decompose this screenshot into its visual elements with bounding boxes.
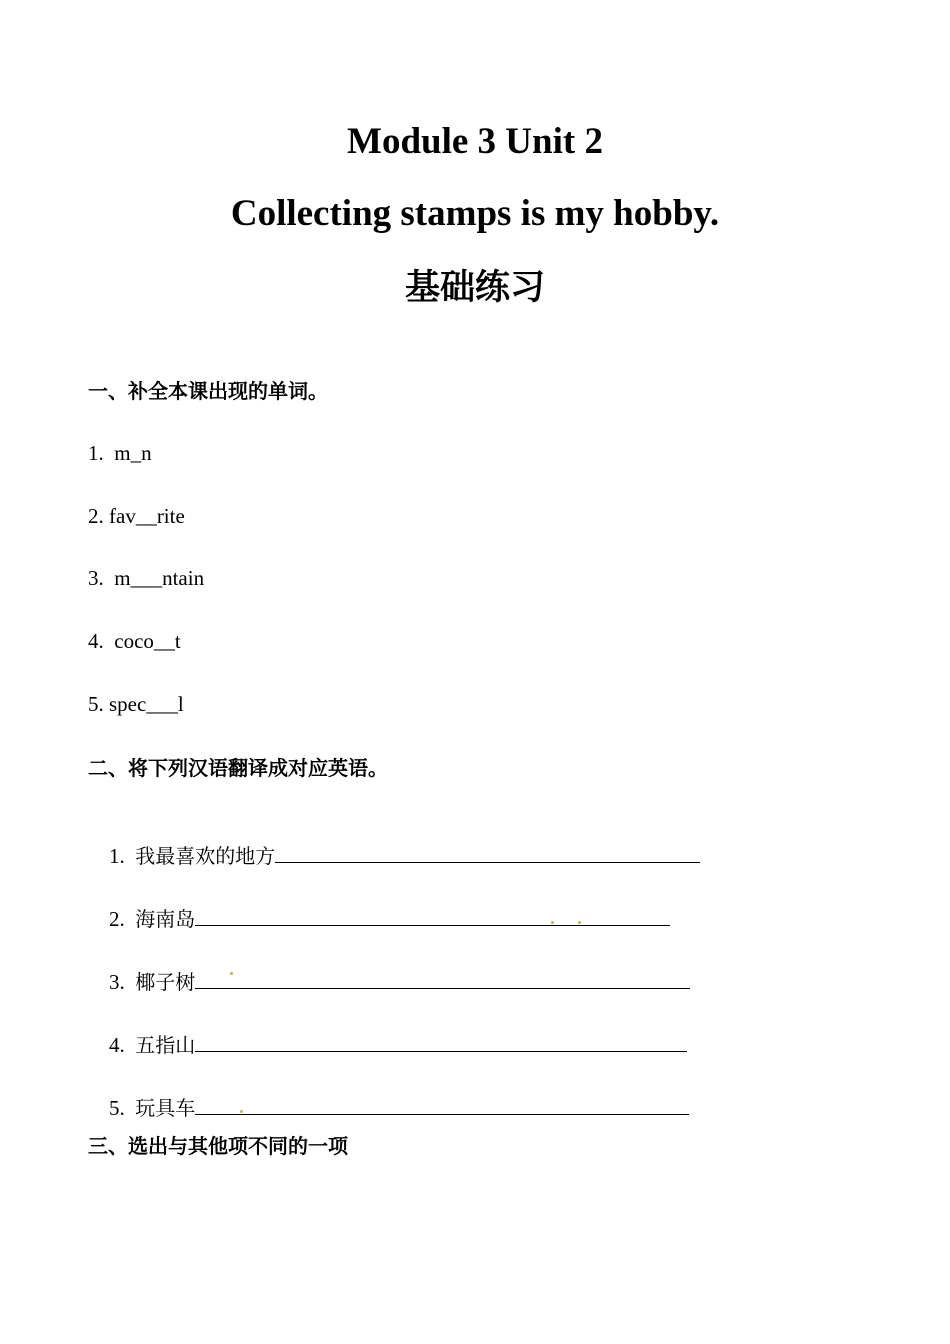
translate-item-text: 海南岛 bbox=[135, 907, 196, 931]
section1-heading: 一、补全本课出现的单词。 bbox=[88, 379, 328, 403]
word-item-5: 5. spec___l bbox=[88, 692, 184, 716]
translate-item-number: 4. bbox=[109, 1033, 125, 1057]
module-title: Module 3 Unit 2 bbox=[347, 121, 603, 162]
word-item-2: 2. fav__rite bbox=[88, 504, 185, 528]
answer-blank[interactable] bbox=[195, 968, 690, 989]
answer-blank[interactable] bbox=[275, 842, 700, 863]
translate-item-number: 5. bbox=[109, 1096, 125, 1120]
translate-item-text: 椰子树 bbox=[135, 970, 196, 994]
answer-blank[interactable] bbox=[195, 905, 670, 926]
lesson-title: Collecting stamps is my hobby. bbox=[230, 193, 720, 234]
speck-mark bbox=[240, 1110, 243, 1113]
translate-item-text: 玩具车 bbox=[135, 1096, 196, 1120]
answer-blank[interactable] bbox=[195, 1031, 687, 1052]
word-item-3: 3. m___ntain bbox=[88, 566, 205, 590]
translate-item-text: 五指山 bbox=[135, 1033, 196, 1057]
word-item-4: 4. coco__t bbox=[88, 629, 181, 653]
speck-mark bbox=[578, 921, 581, 924]
exercise-title: 基础练习 bbox=[404, 268, 545, 308]
speck-mark bbox=[230, 972, 233, 975]
speck-mark bbox=[551, 921, 554, 924]
translate-item-number: 1. bbox=[109, 844, 125, 868]
section2-heading: 二、将下列汉语翻译成对应英语。 bbox=[88, 756, 388, 780]
section3-heading: 三、选出与其他项不同的一项 bbox=[88, 1134, 348, 1158]
translate-item-number: 3. bbox=[109, 970, 125, 994]
translate-item-text: 我最喜欢的地方 bbox=[135, 844, 276, 868]
translate-item-number: 2. bbox=[109, 907, 125, 931]
answer-blank[interactable] bbox=[195, 1094, 689, 1115]
word-item-1: 1. m_n bbox=[88, 441, 152, 465]
